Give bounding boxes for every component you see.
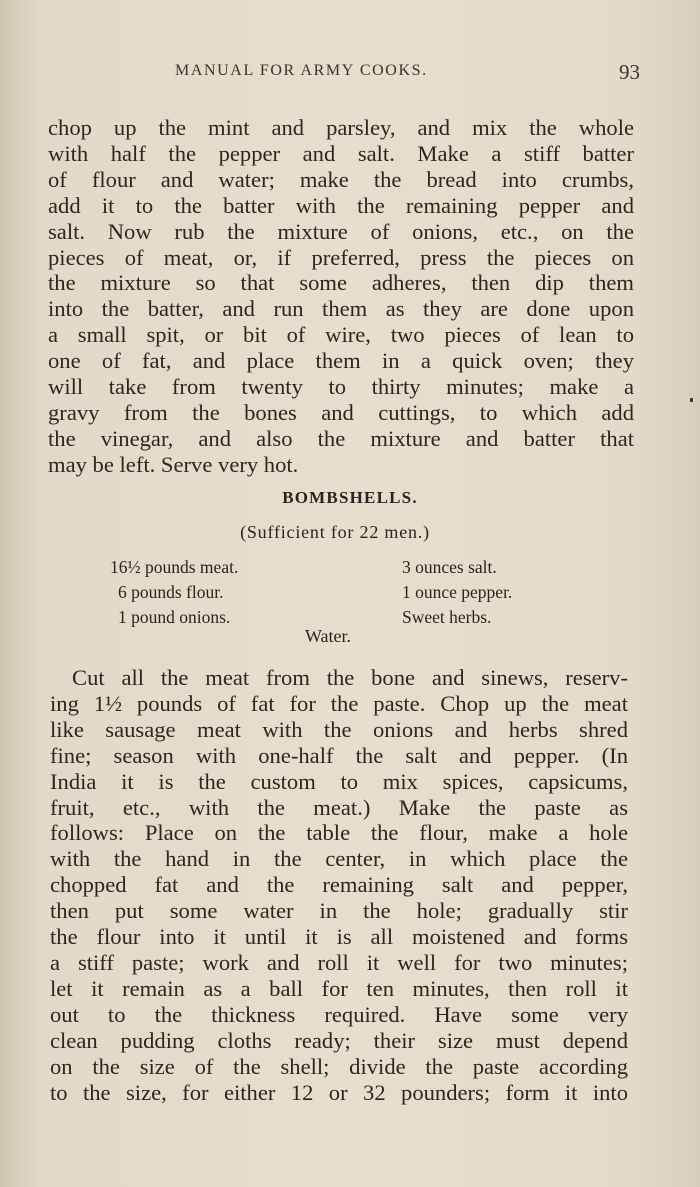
ingredient-water: Water.	[304, 626, 352, 646]
text-line: on the size of the shell; divide the paste according	[50, 1053, 628, 1079]
text-line: India it is the custom to mix spices, capsicums,	[50, 768, 628, 794]
text-line: one of fat, and place them in a quick oven; they	[48, 348, 634, 374]
ingredient-item: 16½ pounds meat.	[110, 557, 239, 577]
running-header	[175, 62, 640, 86]
text-line: a small spit, or bit of wire, two pieces of lean to	[48, 322, 634, 348]
text-line: Cut all the meat from the bone and sinews, reserv-	[72, 665, 628, 690]
text-line: salt. Now rub the mixture of onions, etc., on the	[48, 218, 634, 244]
ingredient-item: Sweet herbs.	[402, 607, 492, 627]
text-line: with the hand in the center, in which place the	[50, 846, 628, 872]
text-line: let it remain as a ball for ten minutes, then roll it	[50, 975, 628, 1001]
text-line: will take from twenty to thirty minutes; make a	[48, 374, 634, 400]
text-line: of flour and water; make the bread into crumbs,	[48, 166, 634, 192]
text-line: pieces of meat, or, if preferred, press the pieces on	[48, 244, 634, 270]
ingredient-item: 1 pound onions.	[118, 607, 231, 627]
text-line: a stiff paste; work and roll it well for two minutes;	[50, 949, 628, 975]
text-line: add it to the batter with the remaining pepper and	[48, 192, 634, 218]
text-line: the vinegar, and also the mixture and batter that	[48, 425, 634, 451]
recipe-subtitle: (Sufficient for 22 men.)	[240, 522, 430, 542]
text-line: like sausage meat with the onions and herbs shred	[50, 716, 628, 742]
text-line: follows: Place on the table the flour, make a hole	[50, 820, 628, 846]
paragraph-continued	[48, 115, 634, 478]
text-line: gravy from the bones and cuttings, to which add	[48, 399, 634, 425]
text-line: the flour into it until it is all moistened and forms	[50, 924, 628, 950]
recipe-title: BOMBSHELLS.	[282, 488, 418, 507]
ingredient-item: 3 ounces salt.	[402, 557, 497, 577]
text-line: with half the pepper and salt. Make a stiff batter	[48, 140, 634, 166]
text-line: out to the thickness required. Have some very	[50, 1001, 628, 1027]
ingredients-right-column	[402, 555, 602, 630]
text-line: the mixture so that some adheres, then dip them	[48, 270, 634, 296]
ingredients-left-column	[110, 555, 310, 630]
header-title: MANUAL FOR ARMY COOKS.	[175, 62, 428, 79]
paper-speck	[690, 398, 693, 402]
text-line: into the batter, and run them as they are done upon	[48, 296, 634, 322]
text-line: chop up the mint and parsley, and mix the whole	[48, 115, 634, 140]
recipe-instructions	[50, 665, 628, 1105]
text-line: ing 1½ pounds of fat for the paste. Chop up the meat	[50, 690, 628, 716]
ingredient-item: 6 pounds flour.	[118, 582, 224, 602]
ingredient-item: 1 ounce pepper.	[402, 582, 513, 602]
text-line: may be left. Serve very hot.	[48, 451, 299, 477]
text-line: then put some water in the hole; gradually stir	[50, 898, 628, 924]
text-line: clean pudding cloths ready; their size must depend	[50, 1027, 628, 1053]
text-line: chopped fat and the remaining salt and pepper,	[50, 872, 628, 898]
page-number: 93	[619, 60, 640, 84]
text-line: fruit, etc., with the meat.) Make the paste as	[50, 794, 628, 820]
text-line: to the size, for either 12 or 32 pounders; form it into	[50, 1079, 628, 1105]
text-line: fine; season with one-half the salt and pepper. (In	[50, 742, 628, 768]
